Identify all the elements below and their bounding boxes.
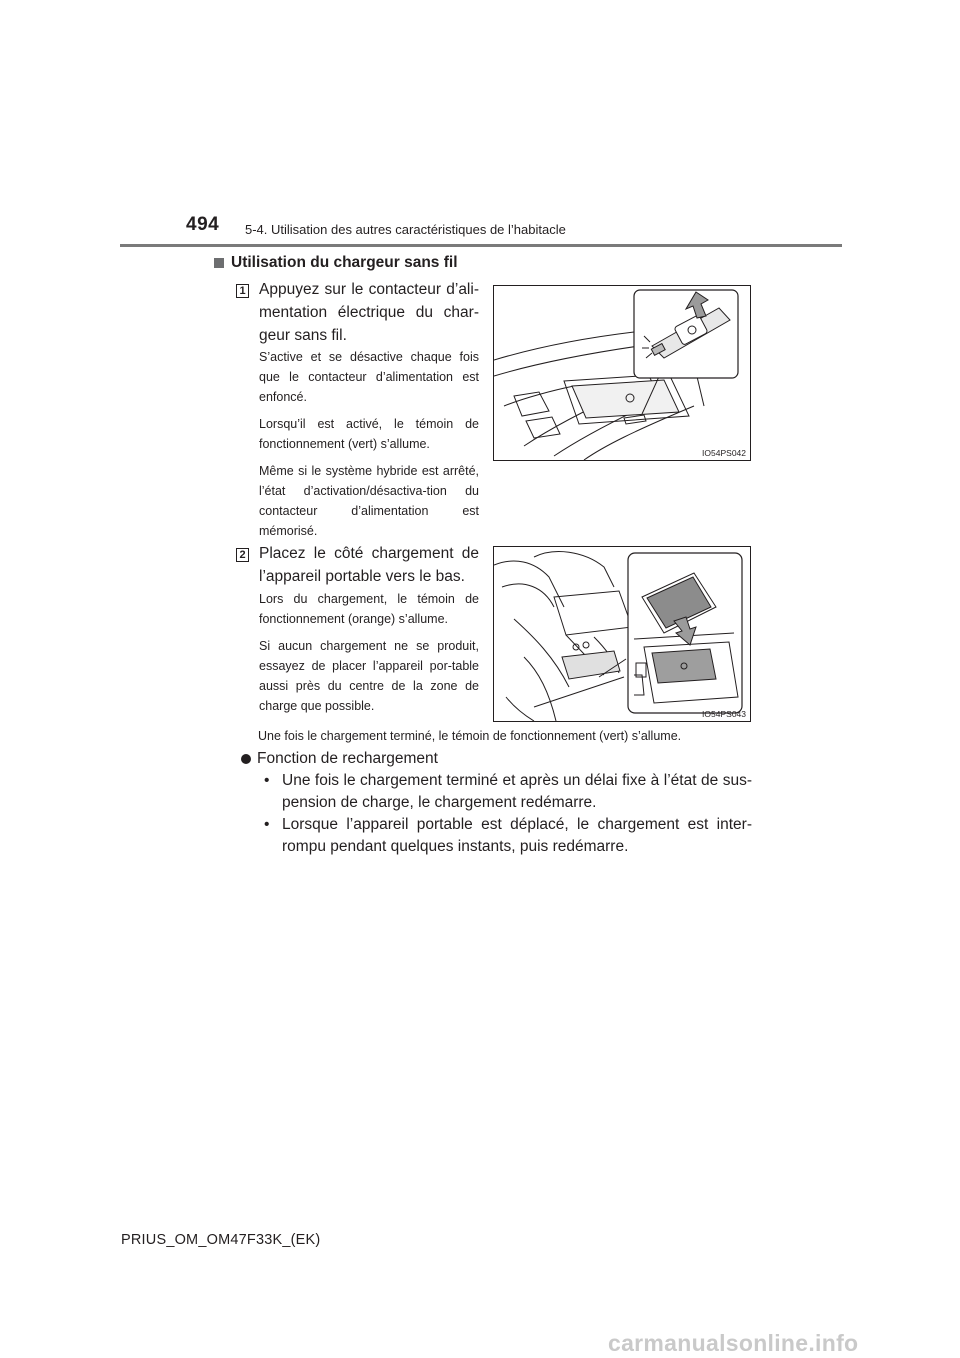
figure-2-code: IO54PS043 [702,709,746,719]
figure-portable-device-placement [493,546,751,722]
list-item [242,814,752,858]
section-heading-text: Utilisation du chargeur sans fil [231,254,458,271]
page-number: 494 [186,214,220,235]
step-1-badge: 1 [236,284,249,298]
recharge-function-block [242,748,752,858]
recharge-item-text: Lorsque l’appareil portable est déplacé, le chargement est inter-rompu pendant quelques instants, puis redémarre. [282,816,752,855]
footer-code: PRIUS_OM_OM47F33K_(EK) [121,1232,321,1248]
step-1-note: Lorsqu’il est activé, le témoin de fonctionnement (vert) s’allume. [259,417,479,451]
figure-1-code: IO54PS042 [702,448,746,458]
completion-note: Une fois le chargement terminé, le témoin de fonctionnement (vert) s’allume. [258,729,682,743]
console-switch-illustration [494,286,750,460]
step-2-note: Si aucun chargement ne se produit, essayez de placer l’appareil por-table aussi près du centre de la zone de charge que possible. [259,639,479,713]
figure-wireless-charger-switch [493,285,751,461]
step-1-note: S’active et se désactive chaque fois que le contacteur d’alimentation est enfoncé. [259,350,479,404]
step-2-text: Placez le côté chargement de l’appareil portable vers le bas. [259,545,479,585]
console-phone-illustration [494,547,750,721]
section-title: 5-4. Utilisation des autres caractéristiques de l’habitacle [245,222,566,237]
list-item [242,770,752,814]
step-2-notes [259,589,479,723]
recharge-heading [242,748,752,770]
step-1-text: Appuyez sur le contacteur d’ali-mentation électrique du char-geur sans fil. [259,281,479,344]
step-2-note: Lors du chargement, le témoin de fonctionnement (orange) s’allume. [259,592,479,626]
bullet-dot: • [264,772,270,789]
round-bullet-icon [241,754,251,764]
bullet-dot: • [264,816,270,833]
square-bullet-icon [214,258,224,268]
step-2-badge: 2 [236,548,249,562]
header-rule [120,244,842,247]
recharge-title: Fonction de rechargement [257,750,438,767]
watermark: carmanualsonline.info [608,1330,859,1356]
step-1-note: Même si le système hybride est arrêté, l’état d’activation/désactiva-tion du contacteur d’alimentation est mémorisé. [259,464,479,538]
recharge-item-text: Une fois le chargement terminé et après un délai fixe à l’état de sus-pension de charge, le chargement redémarre. [282,772,752,811]
step-1-notes [259,347,479,548]
section-heading [214,254,458,272]
